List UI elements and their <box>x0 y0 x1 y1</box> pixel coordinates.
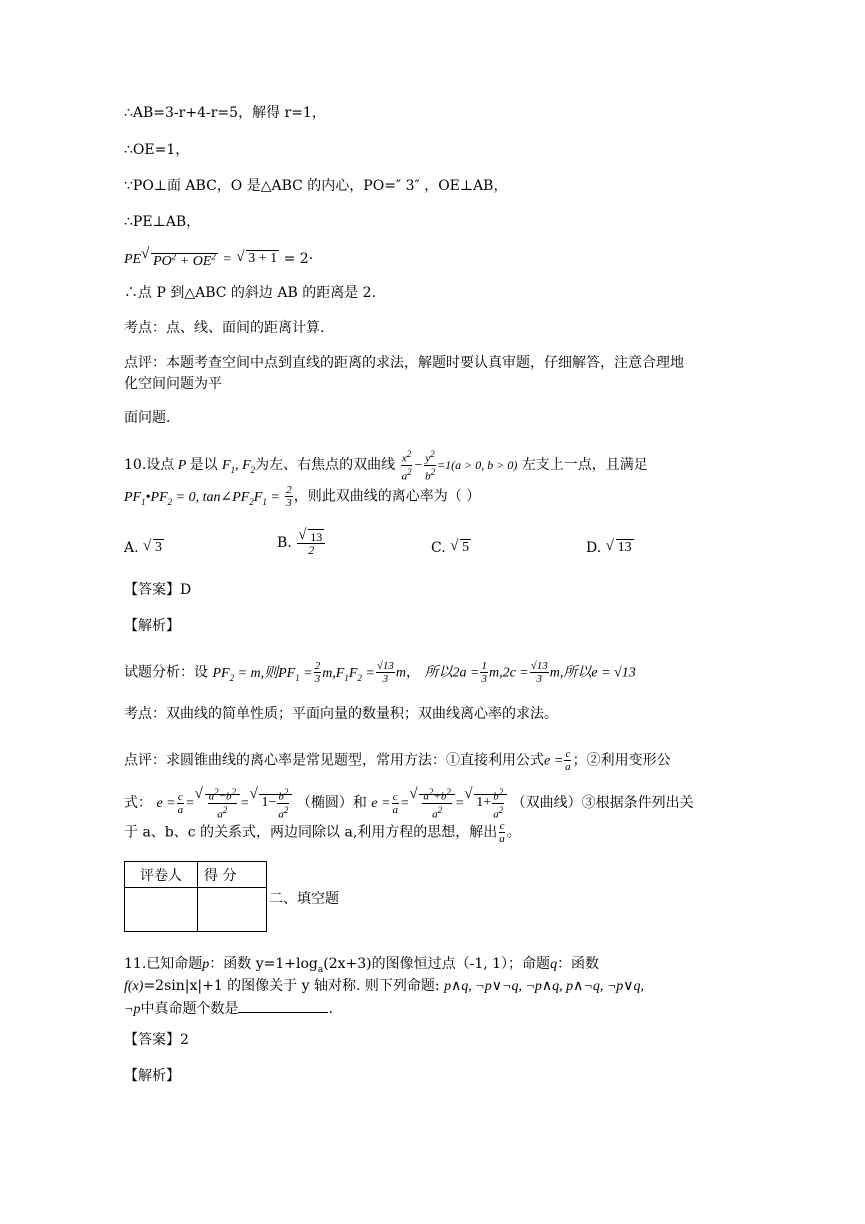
grader-header: 评卷人 <box>125 862 198 888</box>
section-title: 二、填空题 <box>269 891 339 907</box>
dianping-10-line-1: 点评：求圆锥曲线的离心率是常见题型，常用方法：①直接利用公式e = $\frac{c}{a}$ ；②利用变形公 <box>124 748 671 773</box>
analysis-10: 【解析】 <box>124 618 180 634</box>
line-oe: ∴OE=1， <box>124 142 190 158</box>
line-ab: ∴AB=3-r+4-r=5，解得 r=1， <box>124 105 326 121</box>
answer-10: 【答案】D <box>124 582 192 598</box>
choice-b: B. √ $\frac{13}{2}$ <box>277 530 326 556</box>
trial-analysis-10: 试题分析：设 $PF_2 = m$,则$PF_1$ = $\frac{2}{3}$ $m,F_1F_2$ = $\frac{√13}{3}$ m， 所以2a = $\frac{1}{3}$ m,2c = $\frac{√13}{3}$ m,所以e = √13 <box>124 660 636 685</box>
dianping-line-2: 化空间问题为平 <box>124 376 222 392</box>
answer-blank[interactable] <box>238 998 328 1013</box>
answer-11: 【答案】2 <box>124 1032 189 1048</box>
score-table <box>124 861 267 932</box>
q11-line-2: f(x)=2sin|x|+1 的图像关于 y 轴对称. 则下列命题: p∧q, ¬p∨¬q, ¬p∧q, p∧¬q, ¬p∨q, <box>124 978 645 994</box>
line-pe-perp: ∴PE⊥AB， <box>124 214 201 230</box>
choice-c: C. √ 5 <box>431 538 471 558</box>
choice-a: A. √ 3 <box>124 538 164 558</box>
choice-d: D. √ 13 <box>586 538 634 558</box>
q10-line-1: 10.设点 P 是以 $F_1$, $F_2$为左、右焦点的双曲线 $\frac{x^2}{a^2}$ − $\frac{y^2}{b^2}$ =1(a > 0, b > 0) 左支上一点，且满足 <box>124 449 648 483</box>
q11-line-3: ¬p中真命题个数是 . <box>124 998 333 1020</box>
dianping-10-line-2: 式： e = $\frac{c}{a}$ = √ $\frac{a^2-b^2}{a^2}$ =√ 1− $\frac{b^2}{a^2}$ （椭圆）和 e = $\frac{c}{a}$ = √ $\frac{a^2+b^2}{a^2}$ =√ 1+ $\frac{b^2}{a^2}$ （双曲线）③根据条件列出关 <box>124 786 694 820</box>
kaodian-line: 考点：点、线、面间的距离计算. <box>124 320 325 336</box>
grader-cell[interactable] <box>125 888 198 932</box>
score-cell[interactable] <box>198 888 267 932</box>
conclusion-line: ∴点 P 到△ABC 的斜边 AB 的距离是 2. <box>124 285 377 301</box>
analysis-11: 【解析】 <box>124 1068 180 1084</box>
dianping-line-1: 点评：本题考查空间中点到直线的距离的求法，解题时要认真审题，仔细解答，注意合理地 <box>124 355 684 371</box>
pe-formula: PE√ $PO^2 + OE^2$ = √ 3 + 1 = 2· <box>124 246 313 272</box>
kaodian-10: 考点：双曲线的简单性质；平面向量的数量积；双曲线离心率的求法。 <box>124 706 558 722</box>
score-header: 得 分 <box>198 862 267 888</box>
line-po: ∵PO⊥面 ABC，O 是△ABC 的内心，PO=″ 3″ ，OE⊥AB， <box>124 178 508 194</box>
dianping-line-3: 面问题. <box>124 410 171 426</box>
q11-line-1: 11.已知命题p：函数 $y=1+\log_a(2x+3)$的图像恒过点（-1, 1）；命题q：函数 <box>124 956 600 975</box>
q10-line-2: $PF_1•PF_2 = 0$, $\tan\angle PF_2F_1$ = $\frac{2}{3}$ ，则此双曲线的离心率为（ ） <box>124 484 481 509</box>
dianping-10-line-3: 于 a、b、c 的关系式，两边同除以 a,利用方程的思想，解出 $\frac{c}{a}$ 。 <box>124 820 521 845</box>
